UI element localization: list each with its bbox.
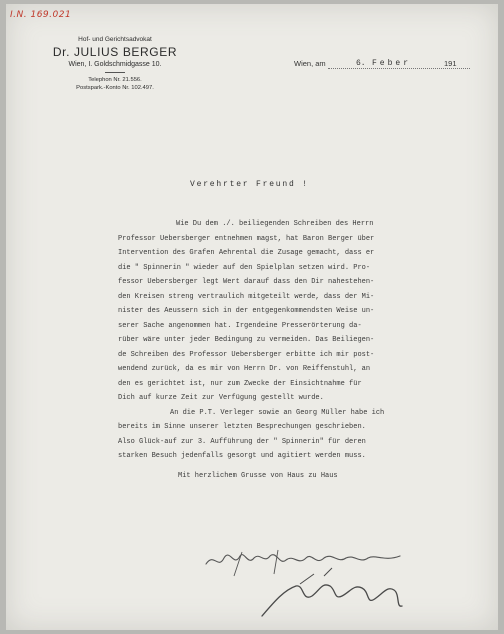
- body-line: serer Sache angenommen hat. Irgendeine Presserörterung da-: [118, 321, 362, 330]
- body-line-underlined: rüber wäre unter jeder Bedingung zu vermeiden. Das Beiliegen-: [118, 336, 375, 344]
- body-line: nister des Aeussern sich in der entgegenkommendsten Weise un-: [118, 307, 375, 315]
- letterhead: [40, 36, 190, 92]
- letterhead-divider: [105, 72, 125, 73]
- letterhead-telephone: Telephon Nr. 21.556.: [88, 77, 142, 83]
- body-line: Also Glück-auf zur 3. Aufführung der " Spinnerin" für deren: [118, 437, 366, 446]
- body-line: wendend zurück, da es mir von Herrn Dr. von Reiffenstuhl, an: [118, 365, 371, 373]
- body-line: Intervention des Grafen Aehrental die Zusage gemacht, dass er: [118, 249, 375, 257]
- letterhead-profession: Hof- und Gerichtsadvokat: [78, 36, 152, 43]
- date-year: 191: [444, 59, 457, 68]
- letterhead-address: Wien, I. Goldschmidgasse 10.: [68, 61, 162, 68]
- date-dotted-line: [328, 68, 470, 69]
- body-line: de Schreiben des Professor Uebersberger erbitte ich mir post-: [118, 350, 375, 359]
- body-line: die " Spinnerin " wieder auf den Spielplan setzen wird. Pro-: [118, 263, 371, 272]
- body-line: An die P.T. Verleger sowie an Georg Müller habe ich: [170, 408, 385, 417]
- date-prefix: Wien, am: [294, 59, 326, 68]
- body-line: starken Besuch jedenfalls gesorgt und agitiert werden muss.: [118, 452, 366, 460]
- archive-number: I.N. 169.021: [10, 10, 72, 20]
- letterhead-postal-account: Postspark.-Konto Nr. 102.497.: [76, 85, 154, 91]
- body-line: Professor Uebersberger entnehmen magst, hat Baron Berger über: [118, 234, 375, 243]
- closing-block: [118, 472, 338, 480]
- date-day: 6.: [356, 59, 366, 68]
- body-line: fessor Uebersberger legt Wert darauf dass den Dir nahestehen-: [118, 278, 375, 286]
- body-line: Wie Du dem ./. beiliegenden Schreiben des Herrn: [176, 220, 374, 228]
- body-line: bereits im Sinne unserer letzten Besprechungen geschrieben.: [118, 423, 366, 431]
- closing-formula: Mit herzlichem Grusse von Haus zu Haus: [178, 472, 338, 480]
- handwritten-signature: [204, 546, 434, 620]
- body-line-underlined: den Kreisen streng vertraulich mitgeteilt werde, dass der Mi-: [118, 292, 375, 301]
- letter-sheet: [6, 4, 498, 630]
- body-line: den es gerichtet ist, nur zum Zwecke der Einsichtnahme für: [118, 379, 362, 388]
- letterhead-name: Dr. JULIUS BERGER: [52, 45, 178, 59]
- letter-body: [118, 217, 468, 464]
- date-line: [294, 59, 484, 71]
- body-line: Dich auf kurze Zeit zur Verfügung gestellt wurde.: [118, 394, 324, 402]
- date-month: Feber: [372, 59, 412, 68]
- salutation: Verehrter Freund !: [190, 180, 309, 189]
